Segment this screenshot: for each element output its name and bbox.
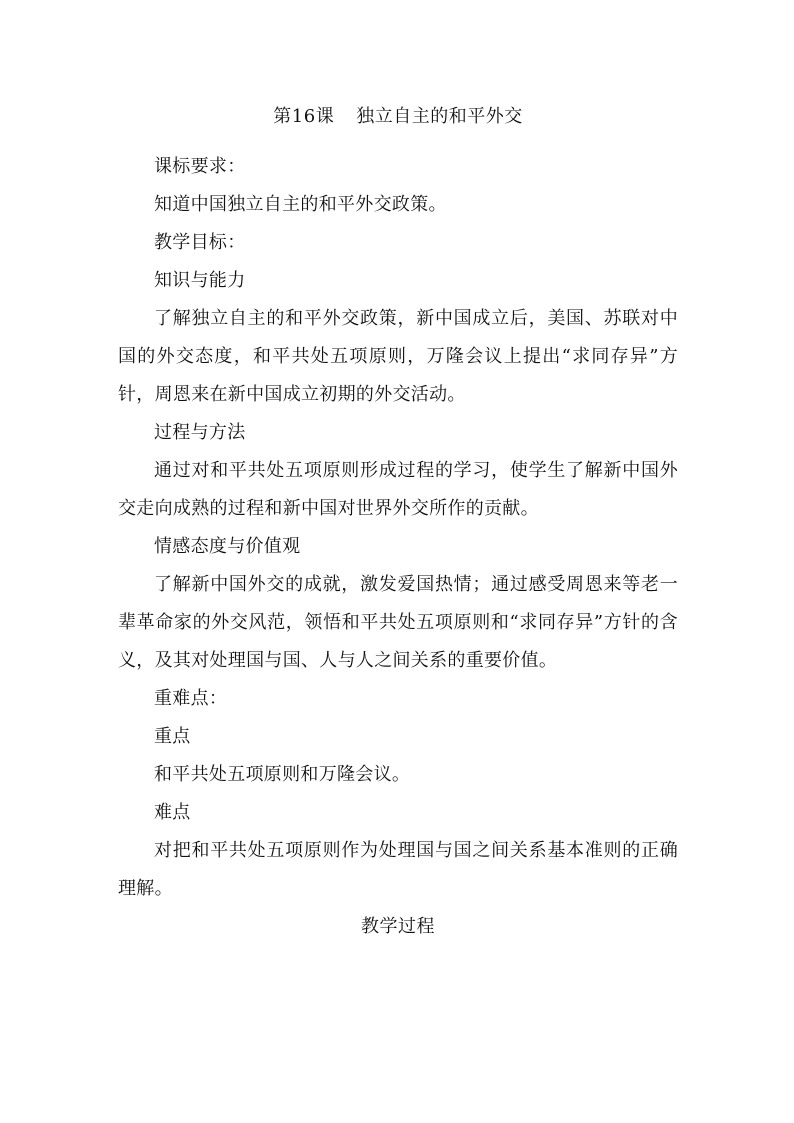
subheading-emotion-values: 情感态度与价值观 [154, 536, 301, 557]
lesson-name: 独立自主的和平外交 [356, 106, 523, 127]
knowledge-ability-text: 了解独立自主的和平外交政策，新中国成立后，美国、苏联对中国的外交态度，和平共处五项原则，万隆会议上提出“求同存异”方针，周恩来在新中国成立初期的外交活动。 [118, 308, 678, 405]
subheading-knowledge-ability: 知识与能力 [154, 270, 246, 291]
lesson-title [118, 98, 678, 136]
heading-key-difficult-points: 重难点： [154, 688, 228, 709]
process-method-text: 通过对和平共处五项原则形成过程的学习，使学生了解新中国外交走向成熟的过程和新中国对世界外交所作的贡献。 [118, 460, 678, 519]
subheading-process-method: 过程与方法 [154, 422, 246, 443]
difficult-point-text: 对把和平共处五项原则作为处理国与国之间关系基本准则的正确理解。 [118, 840, 678, 899]
section-heading-teaching-process: 教学过程 [361, 916, 435, 937]
subheading-difficult-point: 难点 [154, 802, 191, 823]
key-point-text: 和平共处五项原则和万隆会议。 [154, 764, 411, 785]
lesson-number: 第16课 [273, 106, 335, 127]
heading-curriculum-requirements: 课标要求： [154, 156, 246, 177]
subheading-key-point: 重点 [154, 726, 191, 747]
emotion-values-text: 了解新中国外交的成就，激发爱国热情；通过感受周恩来等老一辈革命家的外交风范，领悟和平共处五项原则和“求同存异”方针的含义，及其对处理国与国、人与人之间关系的重要价值。 [118, 574, 678, 671]
heading-teaching-objectives: 教学目标： [154, 232, 246, 253]
curriculum-requirement-text: 知道中国独立自主的和平外交政策。 [154, 194, 447, 215]
document-body [118, 98, 678, 946]
